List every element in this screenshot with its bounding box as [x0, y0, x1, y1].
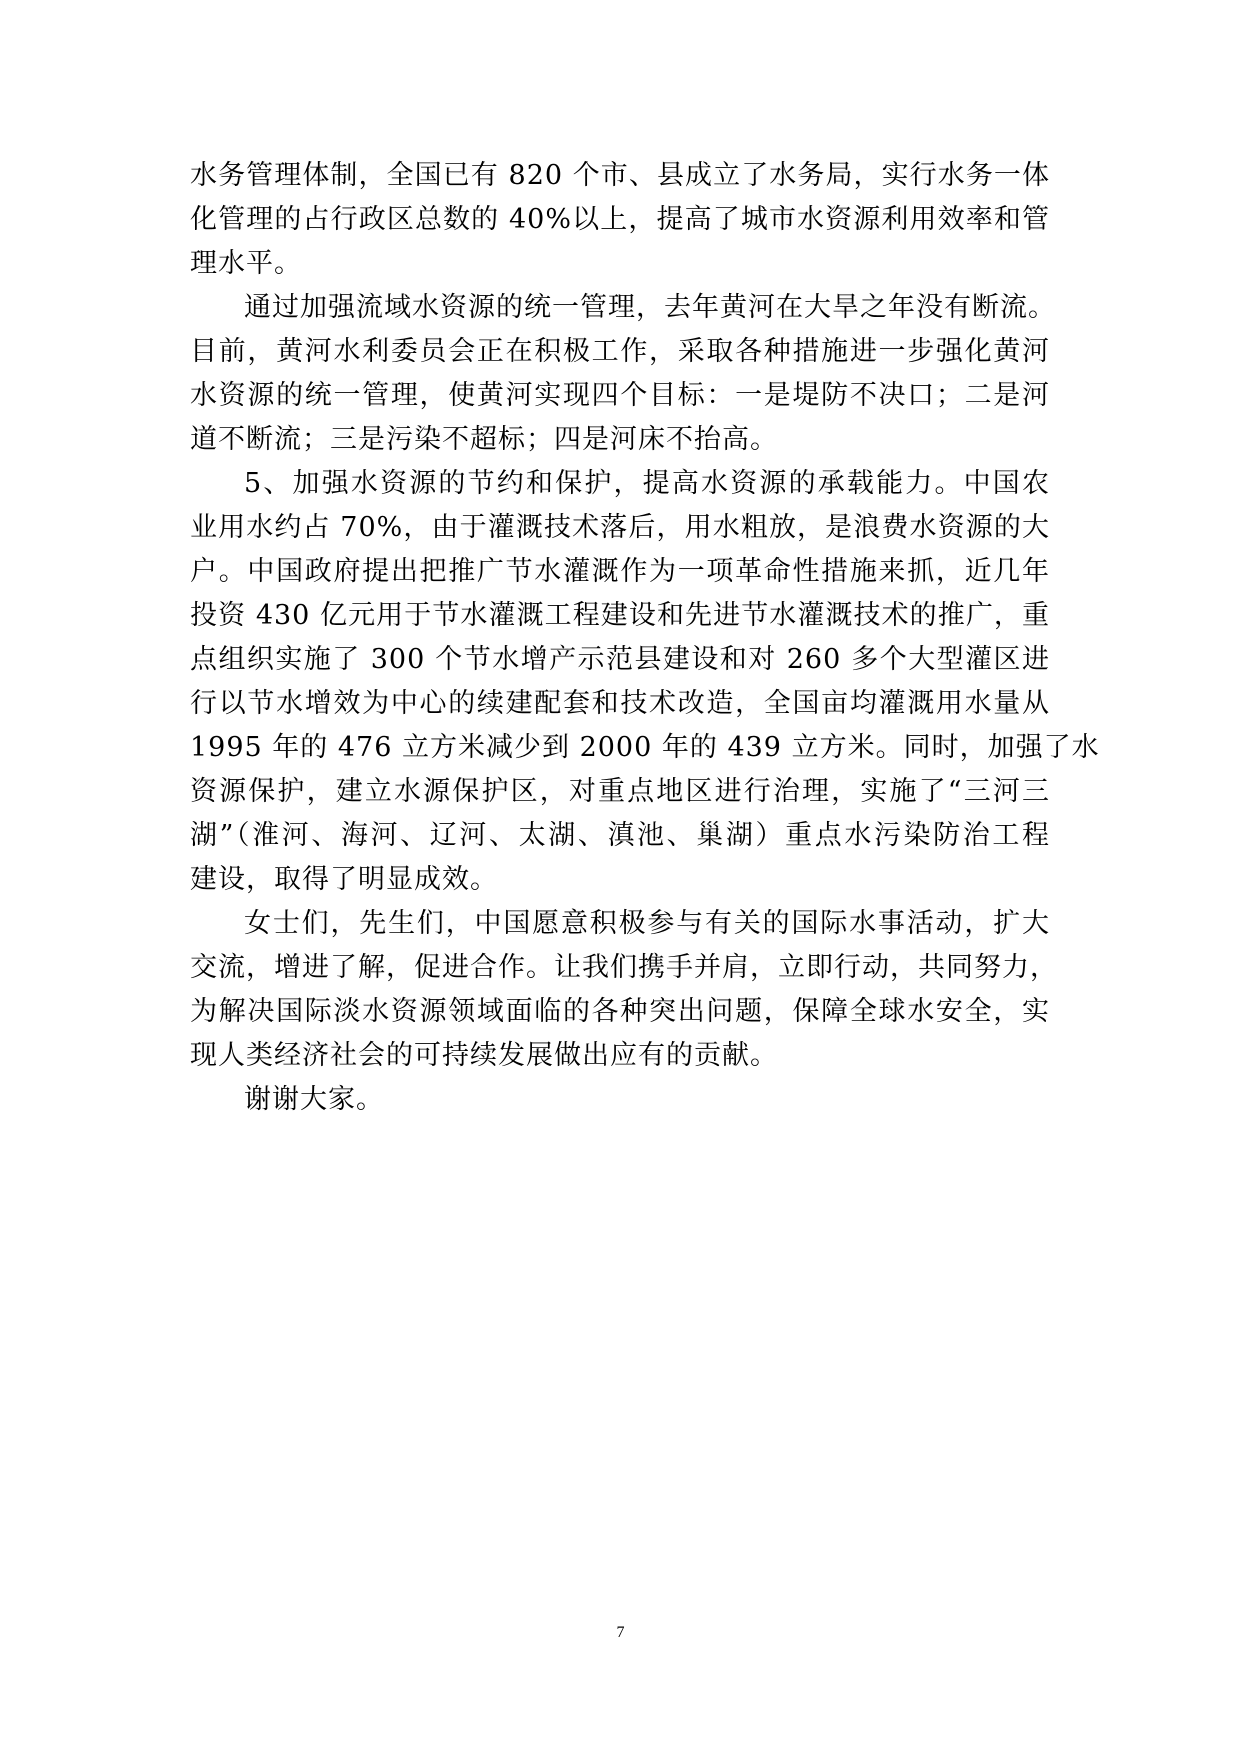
text-line: 建设，取得了明显成效。: [190, 864, 498, 895]
text-line: 现人类经济社会的可持续发展做出应有的贡献。: [190, 1040, 778, 1071]
text-line: 点组织实施了 300 个节水增产示范县建设和对 260 多个大型灌区进: [190, 644, 1050, 675]
text-line: 行以节水增效为中心的续建配套和技术改造，全国亩均灌溉用水量从: [190, 688, 1050, 719]
text-line: 水资源的统一管理，使黄河实现四个目标：一是堤防不决口；二是河: [190, 380, 1050, 411]
text-line: 道不断流；三是污染不超标；四是河床不抬高。: [190, 424, 778, 455]
text-line: 投资 430 亿元用于节水灌溉工程建设和先进节水灌溉技术的推广，重: [190, 600, 1050, 631]
paragraph-start-line: 通过加强流域水资源的统一管理，去年黄河在大旱之年没有断流。: [244, 292, 1056, 323]
text-line: 水务管理体制，全国已有 820 个市、县成立了水务局，实行水务一体: [190, 160, 1050, 191]
text-line: 交流，增进了解，促进合作。让我们携手并肩，立即行动，共同努力，: [190, 952, 1058, 983]
text-line: 理水平。: [190, 248, 302, 279]
text-line: 湖”（淮河、海河、辽河、太湖、滇池、巢湖）重点水污染防治工程: [190, 820, 1050, 851]
text-line: 目前，黄河水利委员会正在积极工作，采取各种措施进一步强化黄河: [190, 336, 1050, 367]
text-line: 1995 年的 476 立方米减少到 2000 年的 439 立方米。同时，加强了水: [190, 732, 1100, 763]
paragraph-start-line: 5、加强水资源的节约和保护，提高水资源的承载能力。中国农: [244, 468, 1050, 499]
text-line: 化管理的占行政区总数的 40%以上，提高了城市水资源利用效率和管: [190, 204, 1050, 235]
text-line: 业用水约占 70%，由于灌溉技术落后，用水粗放，是浪费水资源的大: [190, 512, 1050, 543]
text-line: 为解决国际淡水资源领域面临的各种突出问题，保障全球水安全，实: [190, 996, 1050, 1027]
text-line: 户。中国政府提出把推广节水灌溉作为一项革命性措施来抓，近几年: [190, 556, 1050, 587]
text-line: 资源保护，建立水源保护区，对重点地区进行治理，实施了“三河三: [190, 776, 1050, 807]
page-number: 7: [616, 1624, 625, 1641]
paragraph-start-line: 女士们，先生们，中国愿意积极参与有关的国际水事活动，扩大: [244, 908, 1050, 939]
body-text: [190, 154, 1100, 1122]
closing-line: 谢谢大家。: [244, 1084, 384, 1115]
